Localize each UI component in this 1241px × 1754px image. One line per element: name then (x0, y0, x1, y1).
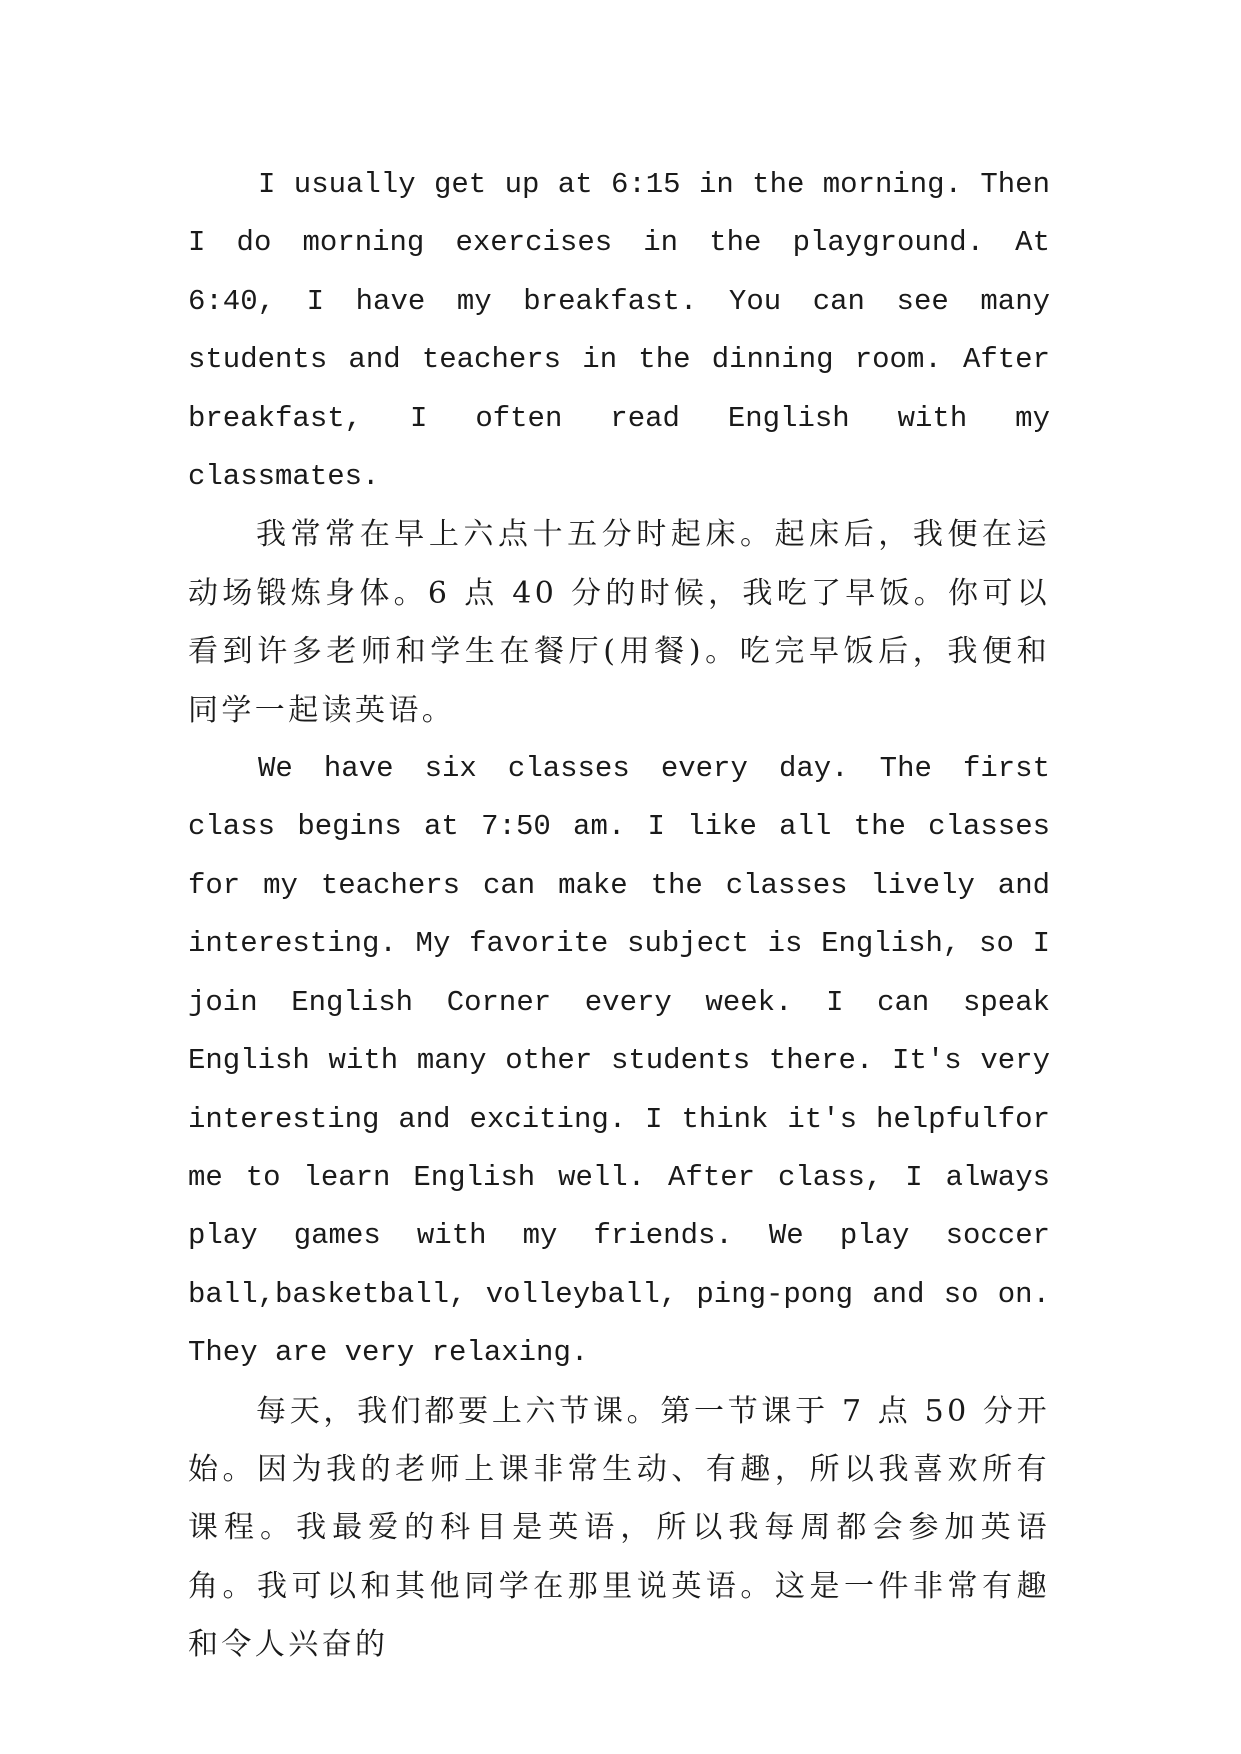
paragraph-morning-routine-english: I usually get up at 6:15 in the morning. Then I do morning exercises in the playground. At 6:40, I have my breakfast. You can see many students and teachers in the dinning room. After breakfast, I often read English with my classmates. (188, 168, 1050, 494)
paragraph-morning-routine-chinese: 我常常在早上六点十五分时起床。起床后，我便在运动场锻炼身体。6 点 40 分的时候，我吃了早饭。你可以看到许多老师和学生在餐厅(用餐)。吃完早饭后，我便和同学一起读英语。 (188, 517, 1050, 728)
paragraph-classes-chinese: 每天，我们都要上六节课。第一节课于 7 点 50 分开始。因为我的老师上课非常生动、有趣，所以我喜欢所有课程。我最爱的科目是英语，所以我每周都会参加英语角。我可以和其他同学在那里说英语。这是一件非常有趣和令人兴奋的 (188, 1393, 1050, 1663)
paragraph-classes-english: We have six classes every day. The first class begins at 7:50 am. I like all the classes for my teachers can make the classes lively and interesting. My favorite subject is English, so I join English Corner every week. I can speak English with many other students there. It's very interesting and exciting. I think it's helpfulfor me to learn English well. After class, I always play games with my friends. We play soccer ball,basketball, volleyball, ping-pong and so on. They are very relaxing. (188, 752, 1050, 1370)
document-page (188, 156, 1050, 1675)
